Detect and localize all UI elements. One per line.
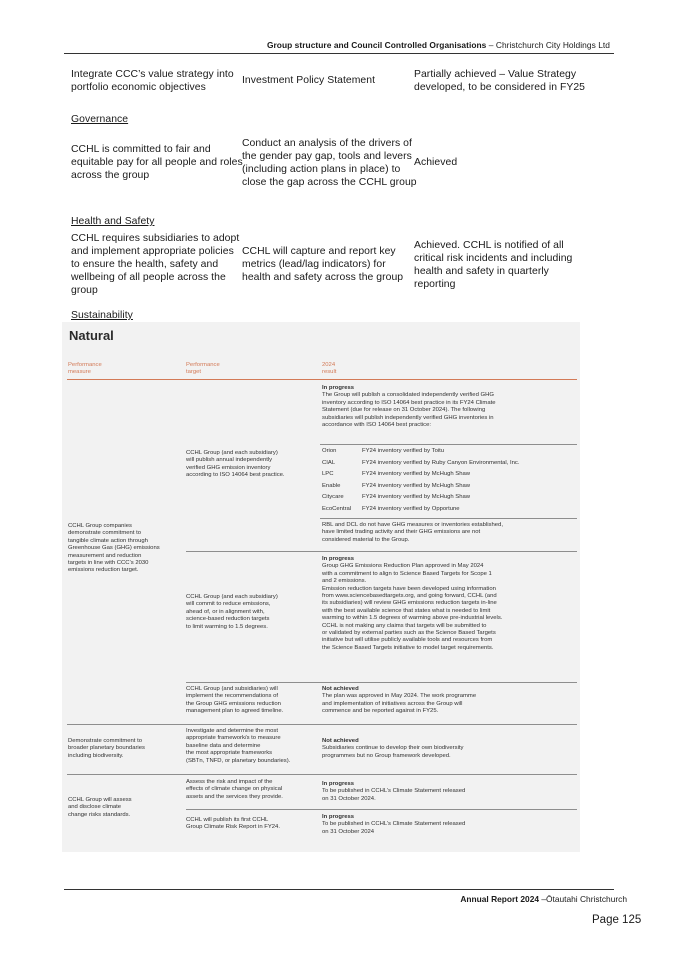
target-reduce-emissions [186,594,278,631]
text-line: developed, to be considered in FY25 [414,82,586,93]
text-line: warming to within 1.5 degrees of warming above pre-industrial levels. [322,615,503,622]
text-line: To be published in CCHL’s Climate Statement released [322,821,466,828]
status-label: Not achieved [322,686,359,692]
text-line: wellbeing of all people across the [71,272,226,283]
text-line: health and safety in quarterly [414,266,549,277]
text-line: and disclose climate [68,804,122,811]
list-item [322,471,520,483]
result-climate-report [322,814,465,836]
divider [186,682,577,683]
result-ghg-inventory [322,385,496,429]
text-line: change risks standards. [68,811,131,818]
text-line: from www.sciencebasedtargets.org, and going forward, CCHL (and [322,593,497,600]
text-line: subsidiaries will publish independently verified GHG inventories in [322,414,494,421]
text-line: science-based reduction targets [186,616,270,623]
text-line: The Group will publish a consolidated independently verified GHG [322,392,494,399]
text-line: Subsidiaries continue to develop their own biodiversity [322,745,464,752]
text-line: result [322,369,337,376]
text-line: with a commitment to align to Science Based Targets for Scope 1 [322,570,492,577]
list-item [322,506,520,518]
subsidiary-note: FY24 inventory verified by Opportune [362,505,460,512]
subsidiary-list [322,448,520,518]
text-line: tangible climate action through [68,537,148,544]
text-line: Achieved. CCHL is notified of all [414,240,564,251]
text-line: 2024 [322,362,336,368]
text-line: (SBTn, TNFD, or planetary boundaries). [186,757,291,764]
target-biodiversity [186,728,290,765]
measure-ghg [68,523,160,575]
text-line: on 31 October 2024 [322,828,375,835]
header-divider [67,379,577,380]
text-line: have limited trading activity and their GHG emissions are not [322,529,481,536]
text-line: verified GHG emission inventory [186,464,271,471]
list-item [322,460,520,472]
text-line: Statement (due for release on 31 October 2024). The following [322,407,486,414]
text-line: its subsidiaries) will review GHG emissions reduction targets in-line [322,600,497,607]
col-header-target [186,362,220,377]
list-item [322,483,520,495]
subsidiary-note: FY24 inventory verified by McHugh Shaw [362,471,471,478]
target-implement-plan [186,686,283,716]
subsidiary-name: Orion [322,448,337,454]
text-line: according to ISO 14064 best practice. [186,472,285,479]
text-line: Achieved [414,157,458,168]
subsidiary-note: FY24 inventory verified by McHugh Shaw [362,482,471,489]
subsidiary-name: CIAL [322,459,336,466]
text-line: Emission reduction targets have been developed using information [322,585,496,592]
subsidiary-note: FY24 inventory verified by Toitu [362,448,445,454]
table-title: Natural [69,328,114,343]
row2-col2 [242,137,417,189]
text-line: Greenhouse Gas (GHG) emissions [68,545,160,552]
subsidiary-name: Citycare [322,494,344,501]
section-heading-sustainability: Sustainability [71,310,133,321]
text-line: Assess the risk and impact of the [186,779,273,785]
divider [320,444,577,445]
target-climate-report [186,817,280,832]
text-line: or validated by external parties such as the Science Based Targets [322,630,496,637]
text-line: Group Climate Risk Report in FY24. [186,824,280,831]
text-line: implement the recommendations of [186,693,279,700]
subsidiary-name: EcoCentral [322,505,352,512]
text-line: Performance [68,362,102,368]
text-line: with the best available science that states what is needed to limit [322,607,491,614]
footer-rest: –Ōtautahi Christchurch [539,894,627,904]
text-line: Performance [186,362,220,368]
header-rest: – Christchurch City Holdings Ltd [488,40,610,50]
text-line: CCHL is committed to fair and [71,144,211,155]
row3-col2 [242,245,403,284]
natural-performance-table-image [62,322,580,852]
row3-col3 [414,239,572,291]
row1-col1 [71,68,234,94]
text-line: health and safety across the group [242,272,404,283]
text-line: To be published in CCHL’s Climate Statement released [322,788,466,795]
text-line: and 2 emissions. [322,578,367,585]
text-line: measure [68,369,91,376]
text-line: (including action plans in place) to [242,164,401,175]
text-line: CCHL Group companies [68,523,132,529]
row3-col1 [71,232,239,297]
text-line: the gender pay gap, tools and levers [242,151,412,162]
text-line: on 31 October 2024. [322,795,376,802]
text-line: CCHL Group (and each subsidiary) [186,450,278,456]
col-header-result [322,362,336,377]
measure-biodiversity [68,738,145,760]
divider [67,724,577,725]
text-line: considered material to the Group. [322,536,410,543]
result-implement-plan [322,686,476,716]
status-label: In progress [322,781,355,787]
target-ghg-inventory [186,450,285,480]
header-bold: Group structure and Council Controlled Organisations [266,40,487,50]
text-line: the Science Based Targets initiative to model target requirements. [322,644,494,651]
list-item [322,448,520,460]
text-line: target [186,369,202,376]
text-line: Conduct an analysis of the drivers of [242,138,412,149]
running-footer [460,894,627,904]
text-line: CCHL requires subsidiaries to adopt [71,233,240,244]
list-item [322,494,520,506]
running-header [0,40,610,50]
subsidiary-note: FY24 inventory verified by McHugh Shaw [362,494,471,501]
divider [186,809,577,810]
text-line: the most appropriate frameworks [186,750,273,757]
section-heading-health-safety: Health and Safety [71,216,155,227]
result-biodiversity [322,738,463,760]
status-label: Not achieved [322,738,359,744]
text-line: across the group [71,170,150,181]
status-label: In progress [322,385,355,391]
text-line: CCHL Group (and each subsidiary) [186,594,278,600]
divider [186,551,577,552]
text-line: broader planetary boundaries [68,745,145,752]
text-line: commence and be reported against in FY25. [322,708,439,715]
divider [320,518,577,519]
text-line: assets and the services they provide. [186,793,283,800]
text-line: CCHL is not making any claims that targets will be submitted to [322,622,487,629]
text-line: Demonstrate commitment to [68,738,142,744]
target-climate-assess [186,779,283,801]
text-line: demonstrate commitment to [68,530,142,537]
page-number: Page 125 [592,914,642,926]
text-line: initiative but will utilise publicly available tools and resources from [322,637,493,644]
subsidiary-name: LPC [322,471,334,478]
measure-climate-risk [68,797,132,819]
result-reduce-emissions [322,556,502,652]
subsidiary-note: FY24 inventory verified by Ruby Canyon Environmental, Inc. [362,459,520,466]
text-line: to ensure the health, safety and [71,259,219,270]
text-line: emissions reduction target. [68,567,139,574]
text-line: Integrate CCC’s value strategy into [71,69,234,80]
col-header-measure [68,362,102,377]
text-line: Group GHG Emissions Reduction Plan approved in May 2024 [322,563,484,570]
text-line: Partially achieved – Value Strategy [414,69,577,80]
text-line: close the gap across the CCHL group [242,177,417,188]
text-line: ahead of, or in alignment with, [186,608,265,615]
text-line: programmes but no Group framework developed. [322,752,451,759]
text-line: appropriate framework/s to measure [186,735,281,742]
text-line: CCHL Group (and subsidiaries) will [186,686,278,692]
text-line: the Group GHG emissions reduction [186,700,281,707]
text-line: CCHL will publish its first CCHL [186,817,269,823]
row2-col1 [71,143,243,182]
text-line: Investment Policy Statement [242,75,376,86]
text-line: group [71,285,98,296]
text-line: to limit warming to 1.5 degrees. [186,623,268,630]
row1-col3 [414,68,585,94]
text-line: portfolio economic objectives [71,82,206,93]
text-line: will publish annual independently [186,457,273,464]
row2-col3 [414,156,457,169]
row1-col2 [242,74,375,87]
text-line: baseline data and determine [186,742,261,749]
text-line: targets in line with CCC’s 2030 [68,560,149,567]
subsidiary-name: Enable [322,482,341,489]
text-line: critical risk incidents and including [414,253,573,264]
text-line: effects of climate change on physical [186,786,283,793]
text-line: RBL and DCL do not have GHG measures or inventories established, [322,522,503,528]
result-climate-assess [322,781,465,803]
header-rule [64,53,614,54]
text-line: including biodiversity. [68,752,124,759]
status-label: In progress [322,814,355,820]
text-line: CCHL Group will assess [68,797,132,803]
footer-rule [64,889,614,890]
divider [67,774,577,775]
text-line: accordance with ISO 14064 best practice: [322,422,432,429]
text-line: metrics (lead/lag indicators) for [242,259,386,270]
footer-bold: Annual Report 2024 [460,894,540,904]
text-line: reporting [414,279,456,290]
text-line: management plan to agreed timeline. [186,708,284,715]
text-line: measurement and reduction [68,552,142,559]
text-line: and implement appropriate policies [71,246,234,257]
text-line: The plan was approved in May 2024. The work programme [322,693,477,700]
text-line: and implementation of initiatives across the Group will [322,700,463,707]
text-line: equitable pay for all people and roles [71,157,243,168]
status-label: In progress [322,556,355,562]
section-heading-governance: Governance [71,114,129,125]
result-ghg-note [322,522,503,544]
text-line: CCHL will capture and report key [242,246,396,257]
text-line: inventory according to ISO 14064 best practice in its FY24 Climate [322,399,496,406]
text-line: Investigate and determine the most [186,728,279,734]
text-line: will commit to reduce emissions, [186,601,271,608]
